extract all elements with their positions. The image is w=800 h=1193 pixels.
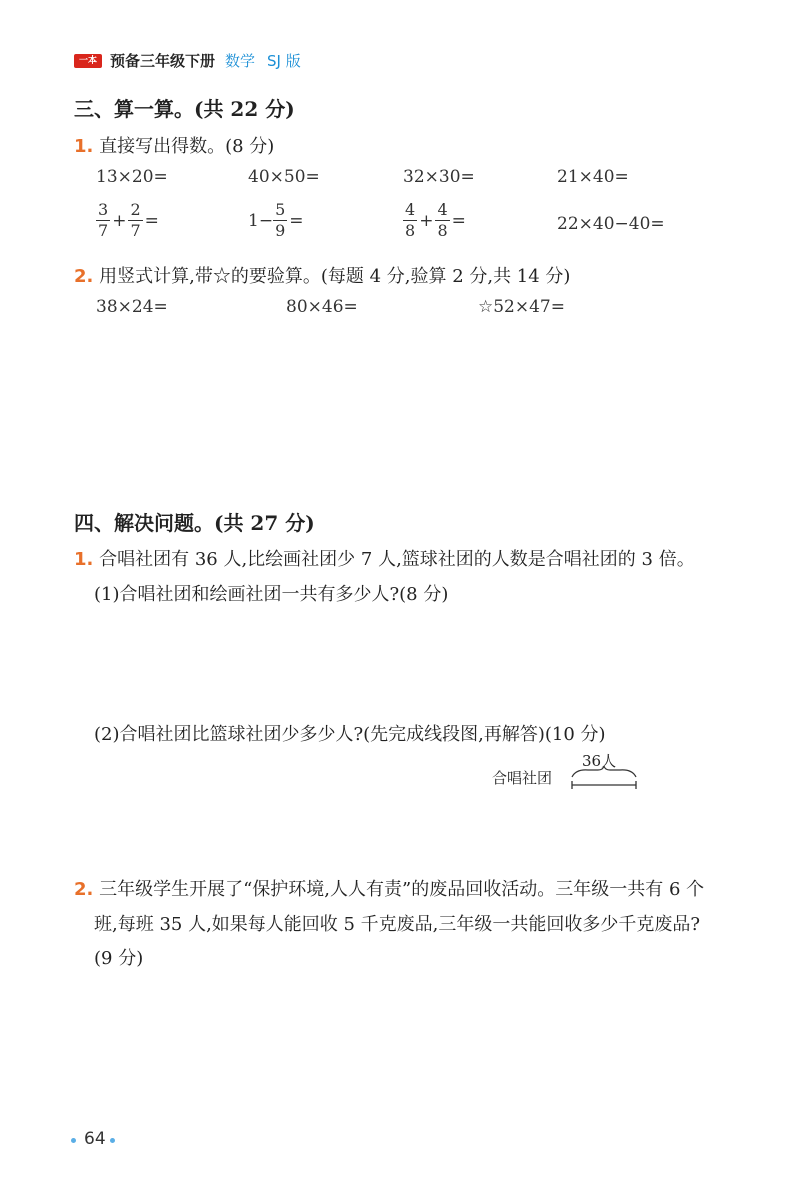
equals-sign: = [144,210,159,231]
question-text: 合唱社团有 36 人,比绘画社团少 7 人,篮球社团的人数是合唱社团的 3 倍。 [99,549,695,570]
line-segment-diagram [570,765,638,791]
question-text-line3: (9 分) [94,948,144,969]
vertical-calc-item: 80×46= [286,297,358,317]
calc-item: 21×40= [557,167,629,187]
section-3-title: 三、算一算。(共 22 分) [74,97,295,121]
question-text-line1: 三年级学生开展了“保护环境,人人有责”的废品回收活动。三年级一共有 6 个 [99,879,705,900]
sub-question-2: (2)合唱社团比篮球社团少多少人?(先完成线段图,再解答)(10 分) [94,724,606,745]
s4-question-2 [74,875,704,901]
numerator: 3 [98,200,109,219]
numerator: 2 [130,200,141,219]
denominator: 8 [405,221,416,240]
denominator: 9 [275,221,286,240]
s4-question-1 [74,545,695,571]
fraction-expression [96,202,161,239]
s3-question-1 [74,132,274,158]
fraction-expression [248,202,306,239]
question-number: 2. [74,879,94,900]
fraction [273,202,287,239]
expression-lead: 1− [248,210,274,231]
denominator: 8 [437,221,448,240]
segment-top-label: 36人 [582,752,617,770]
book-title: 预备三年级下册 [110,52,216,70]
brand-logo: 一本 [74,54,102,68]
calc-item: 22×40−40= [557,214,665,234]
page-number: 64 [84,1129,106,1149]
numerator: 4 [437,200,448,219]
segment-label: 合唱社团 [492,769,553,787]
question-text: 直接写出得数。(8 分) [99,136,275,157]
equals-sign: = [451,210,466,231]
fraction [435,202,449,239]
question-text-line2: 班,每班 35 人,如果每人能回收 5 千克废品,三年级一共能回收多少千克废品? [94,914,701,935]
calc-item: 32×30= [403,167,475,187]
subject-label: 数学 [225,52,256,70]
vertical-calc-item: 38×24= [96,297,168,317]
page-dot-left [71,1138,76,1143]
denominator: 7 [130,221,141,240]
section-4-title: 四、解决问题。(共 27 分) [74,511,315,535]
version-label: SJ 版 [267,52,301,70]
denominator: 7 [98,221,109,240]
operator: + [419,210,434,231]
numerator: 5 [275,200,286,219]
sub-question-1: (1)合唱社团和绘画社团一共有多少人?(8 分) [94,584,449,605]
page-dot-right [110,1138,115,1143]
fraction [403,202,417,239]
vertical-calc-item: ☆52×47= [478,297,565,317]
calc-item: 13×20= [96,167,168,187]
question-number: 1. [74,136,94,157]
operator: + [112,210,127,231]
equals-sign: = [289,210,304,231]
fraction-expression [403,202,468,239]
brace [572,766,636,777]
question-text: 用竖式计算,带☆的要验算。(每题 4 分,验算 2 分,共 14 分) [99,266,571,287]
s3-question-2 [74,262,570,288]
fraction [128,202,142,239]
question-number: 1. [74,549,94,570]
question-number: 2. [74,266,94,287]
fraction [96,202,110,239]
calc-item: 40×50= [248,167,320,187]
numerator: 4 [405,200,416,219]
